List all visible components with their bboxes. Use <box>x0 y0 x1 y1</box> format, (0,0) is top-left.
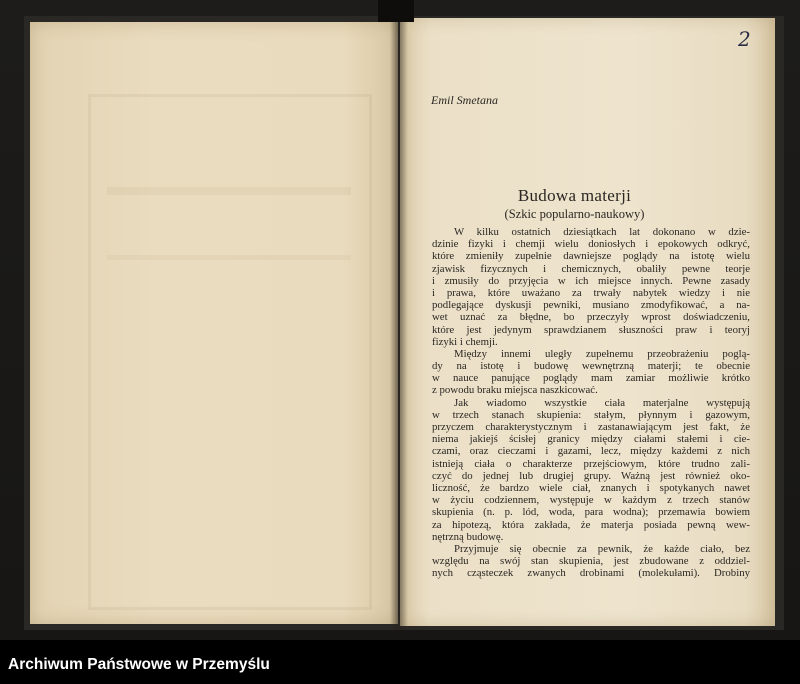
author-name: Emil Smetana <box>431 93 498 107</box>
text-line: podlegające dyskusji pewniki, musiano zmodyfikować, a na- <box>432 299 750 312</box>
text-line: skupienia (n. p. lód, woda, para wodna); przemawia bowiem <box>432 506 750 519</box>
text-line: i prawa, które uważano za trwały nabytek wiedzy i nie <box>432 286 750 299</box>
article-subtitle: (Szkic popularno-naukowy) <box>504 207 645 221</box>
text-line: wet uznać za błędne, bo przeczyły wprost doświadczeniu, <box>432 311 750 324</box>
archive-label: Archiwum Państwowe w Przemyślu <box>8 656 270 673</box>
binding-top <box>378 0 414 22</box>
text-line: Jak wiadomo wszystkie ciała materjalne występują <box>454 396 750 409</box>
text-line: przyczem charakterystycznym i zastanawiającym jest fakt, że <box>432 421 750 433</box>
text-line: Między innemi uległy zupełnemu przeobrażeniu poglą- <box>454 347 750 360</box>
text-line: w trzech stanach skupienia: stałym, płynnym i gazowym, <box>432 408 750 421</box>
paragraph <box>432 226 750 348</box>
text-line: względu na swój stan skupienia, jest zbudowane z oddziel- <box>432 555 750 568</box>
text-line: które jest jedynym sprawdzianem słuszności praw i teoryj <box>432 323 750 336</box>
paragraph <box>432 348 750 397</box>
text-line: w życiu codziennem, występuje w każdym z trzech stanów <box>432 494 750 507</box>
text-line: z powodu braku miejsca naszkicować. <box>432 384 598 397</box>
paragraph <box>432 397 750 543</box>
text-line: które zmieniły zupełnie dawniejsze poglądy na istotę wielu <box>432 250 750 263</box>
bleed-through-marks <box>107 187 351 260</box>
text-line: i zmusiły do przyjęcia w ich miejsce innych. Pewne zasady <box>432 274 750 287</box>
text-line: czami, oraz cieczami i gazami, lecz, między każdemi z nich <box>432 445 750 458</box>
handwritten-page-number: 2 <box>738 27 751 51</box>
article-title: Budowa materji <box>517 186 632 205</box>
text-line: nych cząsteczek zwanych drobinami (molekułami). Drobiny <box>432 567 750 580</box>
article-body <box>432 226 750 579</box>
text-line: Przyjmuje się obecnie za pewnik, że każde ciało, bez <box>454 542 750 555</box>
article-heading <box>432 186 717 222</box>
text-line: niema jakiejś ścisłej granicy między ciałami stałemi i cie- <box>432 433 750 446</box>
text-line: czyć do jednej lub drugiej grupy. Ważną jest również oko- <box>432 469 750 482</box>
left-page <box>30 22 398 624</box>
text-line: dy na istotę i budowę wewnętrzną materji; te obecnie <box>432 360 750 373</box>
text-line: nętrzną budowę. <box>432 530 504 543</box>
bleed-through-frame <box>88 94 372 610</box>
text-line: w nauce panujące poglądy mam zamiar możliwie krótko <box>432 372 750 385</box>
text-line: dzinie fizyki i chemji wielu doniosłych i epokowych odkryć, <box>432 238 750 251</box>
text-line: zjawisk fizycznych i chemicznych, obaliły pewne teorje <box>432 262 750 275</box>
text-line: fizyki i chemji. <box>432 335 498 348</box>
paragraph <box>432 543 750 580</box>
text-line: za hipotezą, która zakłada, że materja posiada pewną wew- <box>432 518 750 531</box>
text-line: liczność, że bardzo wiele ciał, znanych i spotykanych nawet <box>432 481 750 494</box>
text-line: istnieją ciała o charakterze przejściowym, które trudno zali- <box>432 457 750 470</box>
book-spine <box>390 0 408 630</box>
text-line: W kilku ostatnich dziesiątkach lat dokonano w dzie- <box>454 226 750 238</box>
